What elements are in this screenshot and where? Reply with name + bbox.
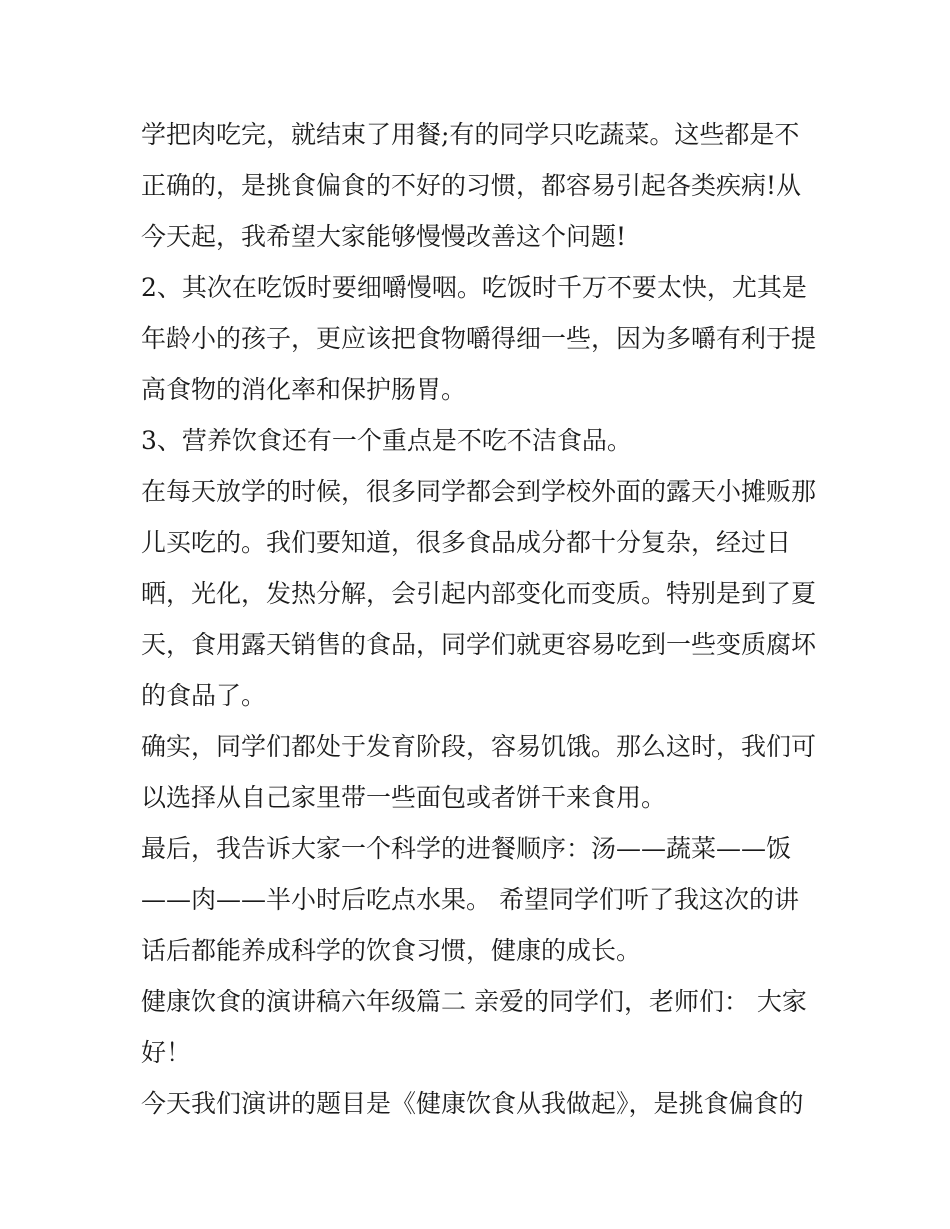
text-line: 健康饮食的演讲稿六年级篇二 亲爱的同学们，老师们： 大家 (141, 987, 807, 1016)
text-line: 学把肉吃完，就结束了用餐;有的同学只吃蔬菜。这些都是不 (141, 120, 800, 149)
text-line: ——肉——半小时后吃点水果。 希望同学们听了我这次的讲 (141, 885, 799, 914)
text-line: 今天我们演讲的题目是《健康饮食从我做起》，是挑食偏食的 (141, 1089, 804, 1118)
text-line: 天，食用露天销售的食品，同学们就更容易吃到一些变质腐坏 (141, 630, 817, 659)
text-line: 的食品了。 (141, 681, 267, 710)
text-line: 晒，光化，发热分解，会引起内部变化而变质。特别是到了夏 (141, 579, 817, 608)
text-line: 确实，同学们都处于发育阶段，容易饥饿。那么这时，我们可 (141, 732, 817, 761)
text-line: 儿买吃的。我们要知道，很多食品成分都十分复杂，经过日 (141, 528, 792, 557)
text-line: 正确的，是挑食偏食的不好的习惯，都容易引起各类疾病!从 (141, 171, 802, 200)
text-line: 在每天放学的时候，很多同学都会到学校外面的露天小摊贩那 (141, 477, 817, 506)
text-line: 3、营养饮食还有一个重点是不吃不洁食品。 (141, 426, 632, 455)
text-line: 以选择从自己家里带一些面包或者饼干来食用。 (141, 783, 667, 812)
text-line: 年龄小的孩子，更应该把食物嚼得细一些，因为多嚼有利于提 (141, 324, 817, 353)
text-line: 最后，我告诉大家一个科学的进餐顺序：汤——蔬菜——饭 (141, 834, 792, 863)
text-line: 好！ (141, 1038, 192, 1067)
document-body (141, 109, 821, 1129)
text-line: 2、其次在吃饭时要细嚼慢咽。吃饭时千万不要太快，尤其是 (141, 273, 807, 302)
text-line: 今天起，我希望大家能够慢慢改善这个问题! (141, 222, 627, 251)
text-line: 话后都能养成科学的饮食习惯，健康的成长。 (141, 936, 642, 965)
text-line: 高食物的消化率和保护肠胃。 (141, 375, 467, 404)
